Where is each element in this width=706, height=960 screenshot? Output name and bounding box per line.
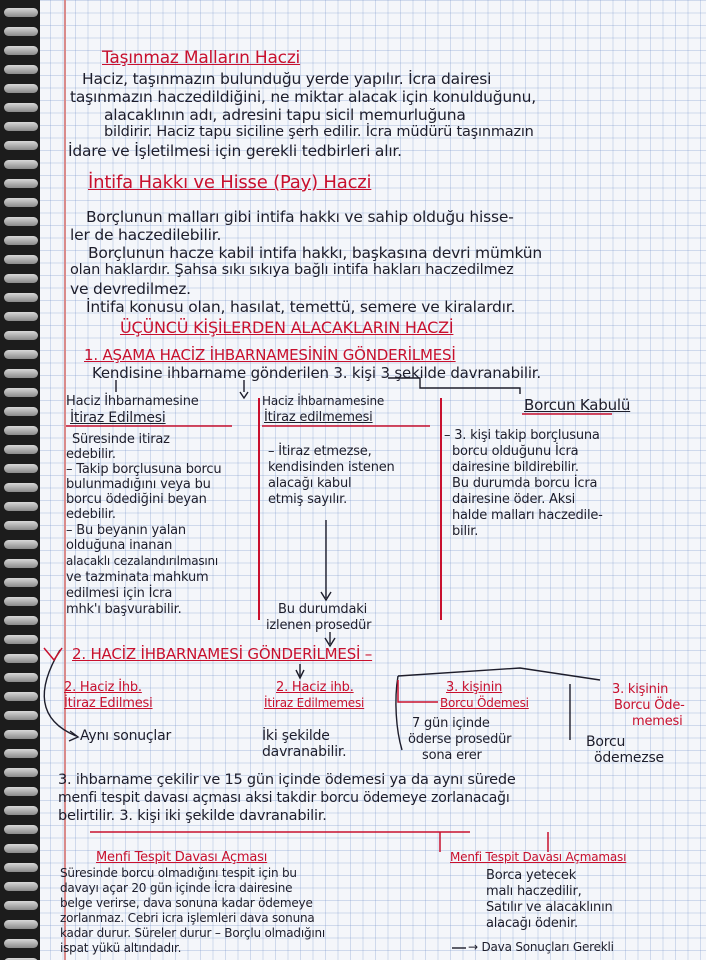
col2-line: alacağı kabul [268,476,352,491]
stage2-result-a: Aynı sonuçlar [80,728,172,744]
col1-heading: İtiraz Edilmesi [70,410,166,426]
stage2-option-d: memesi [632,714,683,729]
col3-line: – 3. kişi takip borçlusuna [444,428,600,443]
left-box-title: Menfi Tespit Davası Açması [96,850,268,865]
right-box-title: Menfi Tespit Davası Açmaması [450,850,627,864]
text-line: Borçlunun hacze kabil intifa hakkı, başkasına devri mümkün [88,244,543,262]
col3-line: borcu olduğunu İcra [452,444,579,459]
col1-line: edebilir. [66,507,116,522]
text-line: alacaklının adı, adresini tapu sicil memurluğuna [104,106,466,124]
col1-line: mhk'ı başvurabilir. [66,602,182,617]
col1-line: olduğuna inanan [66,538,173,553]
col2-footer: izlenen prosedür [266,618,372,633]
col1-line: edilmesi için İcra [66,586,173,601]
col1-line: – Bu beyanın yalan [66,523,186,538]
text-line: ler de haczedilebilir. [70,226,222,244]
stage2-result-d: Borcu [586,734,626,750]
col2-footer: Bu durumdaki [278,602,367,617]
text-line: İdare ve İşletilmesi için gerekli tedbirleri alır. [68,142,402,160]
stage2-option-c: Borcu Ödemesi [440,696,529,710]
col2-heading: İtiraz edilmemesi [264,410,373,425]
section-title-ucuncu-kisi: ÜÇÜNCÜ KİŞİLERDEN ALACAKLARIN HACZİ [120,318,454,337]
col3-heading: Borcun Kabulü [524,396,631,414]
right-box-line: Satılır ve alacaklının [486,900,613,915]
col1-line: borcu ödediğini beyan [66,492,207,507]
text-line: taşınmazın haczedildiğini, ne miktar alacak için konulduğunu, [70,88,537,106]
stage2-option-a: 2. Haciz İhb. [64,680,142,695]
text-line: bildirir. Haciz tapu siciline şerh edilir. İcra müdürü taşınmazın [104,124,534,140]
left-box-line: ispat yükü altındadır. [60,941,182,955]
paragraph-line: menfi tespit davası açması aksi takdir borcu ödemeye zorlanacağı [58,790,510,806]
col3-line: Bu durumda borcu İcra [452,476,598,491]
col1-heading: Haciz İhbarnamesine [66,394,199,409]
paragraph-line: belirtilir. 3. kişi iki şekilde davranabilir. [58,808,327,824]
col1-line: Süresinde itiraz [72,432,170,447]
section-title-tasinmaz: Taşınmaz Malların Haczi [102,48,301,68]
col3-line: bilir. [452,524,479,539]
stage2-result-c: sona erer [422,748,482,763]
col3-line: halde malları haczedile- [452,508,603,523]
text-line: olan haklardır. Şahsa sıkı sıkıya bağlı intifa hakları haczedilmez [70,262,514,278]
col3-line: dairesine bildirebilir. [452,460,579,475]
col2-heading: Haciz İhbarnamesine [262,394,385,408]
section-title-intifa: İntifa Hakkı ve Hisse (Pay) Haczi [88,172,372,193]
col2-line: etmiş sayılır. [268,492,348,507]
paragraph-line: 3. ihbarname çekilir ve 15 gün içinde ödemesi ya da aynı sürede [58,772,516,788]
left-box-line: belge verirse, dava sonuna kadar ödemeye [60,896,313,910]
stage2-option-b: İtiraz Edilmemesi [264,696,365,710]
stage2-heading: 2. HACİZ İHBARNAMESİ GÖNDERİLMESİ – [72,645,373,663]
left-box-line: zorlanmaz. Cebri icra işlemleri dava sonuna [60,911,315,925]
col1-line: edebilir. [66,447,116,462]
text-line: İntifa konusu olan, hasılat, temettü, semere ve kiralardır. [86,298,516,316]
text-line: Borçlunun malları gibi intifa hakkı ve sahip olduğu hisse- [86,208,514,226]
stage2-result-c: 7 gün içinde [412,716,490,731]
stage1-intro: Kendisine ihbarname gönderilen 3. kişi 3 şekilde davranabilir. [92,364,541,382]
stage2-result-c: öderse prosedür [408,732,512,747]
col1-line: – Takip borçlusuna borcu [66,462,222,477]
col1-line: ve tazminata mahkum [66,570,209,585]
left-box-line: Süresinde borcu olmadığını tespit için bu [60,866,297,880]
col1-line: alacaklı cezalandırılmasını [66,554,219,568]
right-box-line: Borca yetecek [486,868,577,883]
left-box-line: kadar durur. Süreler durur – Borçlu olmadığını [60,926,326,940]
stage2-result-d: ödemezse [594,750,664,766]
col3-line: dairesine öder. Aksi [452,492,576,507]
text-line: ve devredilmez. [70,280,191,298]
stage2-option-b: 2. Haciz ihb. [276,680,354,695]
right-box-line: malı haczedilir, [486,884,582,899]
stage2-option-c: 3. kişinin [446,680,503,695]
stage2-option-d: 3. kişinin [612,682,669,697]
col1-line: bulunmadığını veya bu [66,477,211,492]
left-box-line: davayı açar 20 gün içinde İcra dairesine [60,881,293,895]
stage2-option-d: Borcu Öde- [614,698,685,713]
right-box-last: → Dava Sonuçları Gerekli [468,940,614,954]
stage2-option-a: İtiraz Edilmesi [64,696,153,711]
col2-line: – İtiraz etmezse, [268,444,372,459]
right-box-line: alacağı ödenir. [486,916,578,931]
col2-line: kendisinden istenen [268,460,395,475]
stage2-result-b: davranabilir. [262,744,347,760]
text-line: Haciz, taşınmazın bulunduğu yerde yapılır. İcra dairesi [82,70,492,88]
stage2-result-b: İki şekilde [262,728,330,744]
stage1-heading: 1. AŞAMA HACİZ İHBARNAMESİNİN GÖNDERİLMESİ [84,346,456,364]
